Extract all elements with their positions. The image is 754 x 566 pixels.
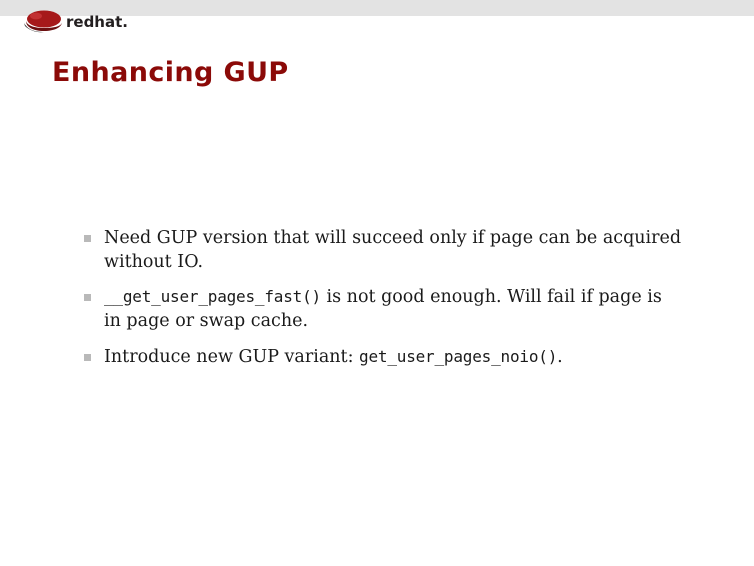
list-item-text — [104, 345, 684, 369]
redhat-wordmark: redhat. — [66, 13, 128, 31]
list-item-text — [104, 285, 684, 333]
bullet-3-period: . — [557, 346, 563, 367]
redhat-logo — [22, 10, 152, 36]
redhat-fedora-logo-icon — [24, 11, 62, 33]
bullet-1-text: Need GUP version that will succeed only if page can be acquired without IO. — [104, 228, 682, 273]
list-item — [84, 345, 684, 369]
square-bullet-icon — [84, 294, 91, 301]
list-item — [84, 226, 684, 274]
bullet-list — [84, 226, 684, 380]
square-bullet-icon — [84, 235, 91, 242]
bullet-2-text: is not good enough. Will fail if page is in page or swap cache. — [104, 287, 662, 332]
square-bullet-icon — [84, 354, 91, 361]
list-item-text — [104, 226, 684, 274]
bullet-3-text: Introduce new GUP variant: — [104, 346, 360, 367]
bullet-3-code: get_user_pages_noio() — [359, 346, 558, 366]
bullet-2-code: __get_user_pages_fast() — [104, 287, 321, 307]
page-title: Enhancing GUP — [52, 57, 289, 88]
list-item — [84, 285, 684, 333]
